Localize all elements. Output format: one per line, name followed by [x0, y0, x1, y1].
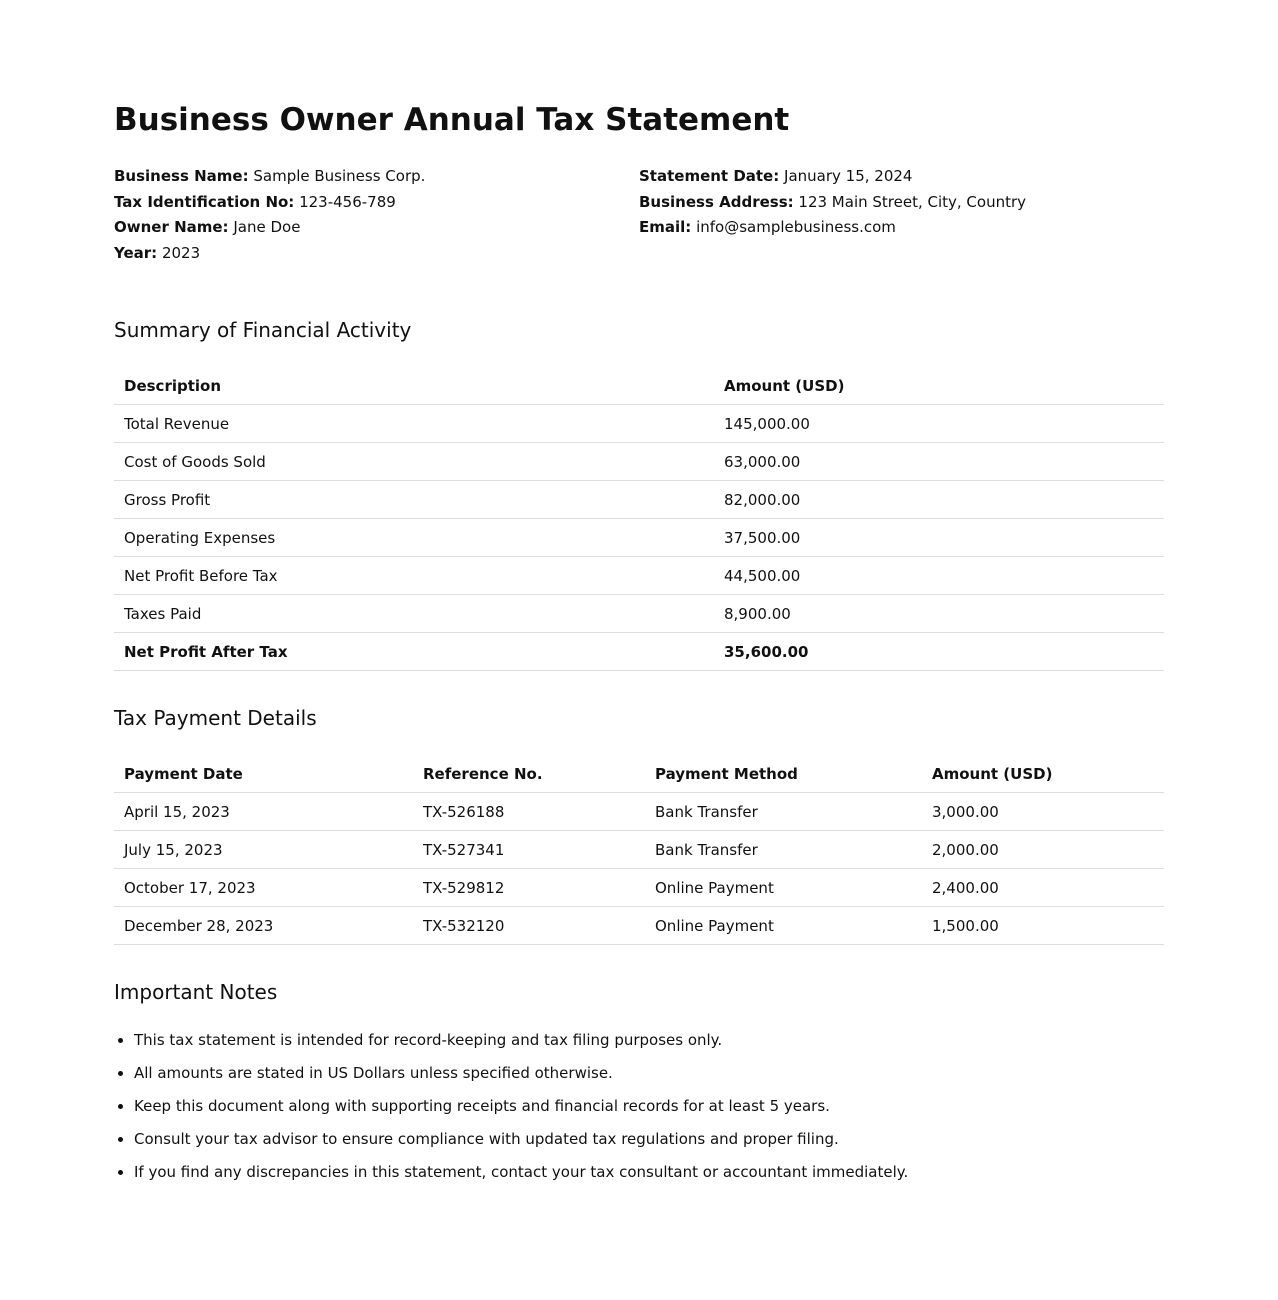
cell-amount: 63,000.00	[714, 443, 1164, 481]
summary-section-title: Summary of Financial Activity	[114, 318, 412, 343]
cell-reference: TX-527341	[413, 831, 645, 869]
cell-description: Cost of Goods Sold	[114, 443, 714, 481]
cell-description: Total Revenue	[114, 405, 714, 443]
cell-date: October 17, 2023	[114, 869, 413, 907]
cell-method: Bank Transfer	[645, 831, 922, 869]
list-item: • If you find any discrepancies in this statement, contact your tax consultant or accountant immediately.	[134, 1161, 1164, 1183]
meta-value: Sample Business Corp.	[253, 167, 426, 185]
cell-amount: 37,500.00	[714, 519, 1164, 557]
meta-value: 2023	[161, 243, 201, 262]
table-row-total	[114, 633, 1164, 671]
meta-owner-name	[114, 215, 639, 241]
meta-tax-id	[114, 190, 639, 216]
table-header-row	[114, 367, 1164, 405]
table-row	[114, 481, 1164, 519]
payments-section-title: Tax Payment Details	[114, 706, 317, 731]
summary-table	[114, 367, 1164, 671]
cell-amount: 3,000.00	[922, 793, 1164, 831]
cell-description: Net Profit After Tax	[114, 633, 714, 671]
notes-section-title: Important Notes	[114, 980, 278, 1005]
meta-business-address	[639, 190, 1164, 216]
page-title: Business Owner Annual Tax Statement	[114, 102, 790, 138]
column-header-amount: Amount (USD)	[714, 367, 1164, 405]
cell-amount: 44,500.00	[714, 557, 1164, 595]
column-header-description: Description	[114, 367, 714, 405]
meta-year	[114, 241, 639, 267]
cell-amount: 35,600.00	[714, 633, 1164, 671]
cell-description: Operating Expenses	[114, 519, 714, 557]
meta-value: January 15, 2024	[784, 167, 913, 185]
column-header-payment-date: Payment Date	[114, 755, 413, 793]
table-row	[114, 907, 1164, 945]
list-item: • This tax statement is intended for record-keeping and tax filing purposes only.	[134, 1029, 1164, 1051]
meta-label: Owner Name:	[114, 218, 229, 237]
column-header-reference: Reference No.	[413, 755, 645, 793]
list-item: • All amounts are stated in US Dollars unless specified otherwise.	[134, 1062, 1164, 1084]
table-row	[114, 557, 1164, 595]
cell-description: Net Profit Before Tax	[114, 557, 714, 595]
column-header-amount: Amount (USD)	[922, 755, 1164, 793]
cell-reference: TX-529812	[413, 869, 645, 907]
cell-description: Taxes Paid	[114, 595, 714, 633]
table-row	[114, 405, 1164, 443]
meta-label: Tax Identification No:	[114, 192, 295, 211]
meta-value: 123 Main Street, City, Country	[798, 192, 1027, 211]
meta-left-column	[114, 164, 639, 266]
statement-meta	[114, 164, 1164, 266]
cell-date: December 28, 2023	[114, 907, 413, 945]
meta-label: Statement Date:	[639, 167, 780, 185]
list-item: • Keep this document along with supporting receipts and financial records for at least 5 years.	[134, 1095, 1164, 1117]
notes-list	[114, 1029, 1164, 1182]
table-row	[114, 443, 1164, 481]
cell-amount: 1,500.00	[922, 907, 1164, 945]
meta-value: Jane Doe	[233, 218, 301, 237]
cell-date: April 15, 2023	[114, 793, 413, 831]
cell-method: Online Payment	[645, 907, 922, 945]
list-item: • Consult your tax advisor to ensure compliance with updated tax regulations and proper filing.	[134, 1128, 1164, 1150]
meta-label: Business Address:	[639, 192, 794, 211]
table-row	[114, 793, 1164, 831]
cell-amount: 145,000.00	[714, 405, 1164, 443]
meta-label: Email:	[639, 218, 692, 237]
cell-amount: 2,000.00	[922, 831, 1164, 869]
cell-amount: 2,400.00	[922, 869, 1164, 907]
cell-amount: 8,900.00	[714, 595, 1164, 633]
payments-table	[114, 755, 1164, 945]
column-header-payment-method: Payment Method	[645, 755, 922, 793]
meta-value: 123-456-789	[299, 192, 396, 211]
table-row	[114, 519, 1164, 557]
cell-amount: 82,000.00	[714, 481, 1164, 519]
table-row	[114, 831, 1164, 869]
table-row	[114, 595, 1164, 633]
meta-email	[639, 215, 1164, 241]
meta-value: info@samplebusiness.com	[696, 218, 896, 237]
meta-label: Year:	[114, 243, 158, 262]
meta-right-column	[639, 164, 1164, 266]
cell-date: July 15, 2023	[114, 831, 413, 869]
meta-label: Business Name:	[114, 167, 249, 185]
cell-reference: TX-532120	[413, 907, 645, 945]
meta-business-name	[114, 164, 639, 190]
cell-description: Gross Profit	[114, 481, 714, 519]
table-row	[114, 869, 1164, 907]
meta-statement-date	[639, 164, 1164, 190]
cell-method: Online Payment	[645, 869, 922, 907]
table-header-row	[114, 755, 1164, 793]
cell-method: Bank Transfer	[645, 793, 922, 831]
cell-reference: TX-526188	[413, 793, 645, 831]
